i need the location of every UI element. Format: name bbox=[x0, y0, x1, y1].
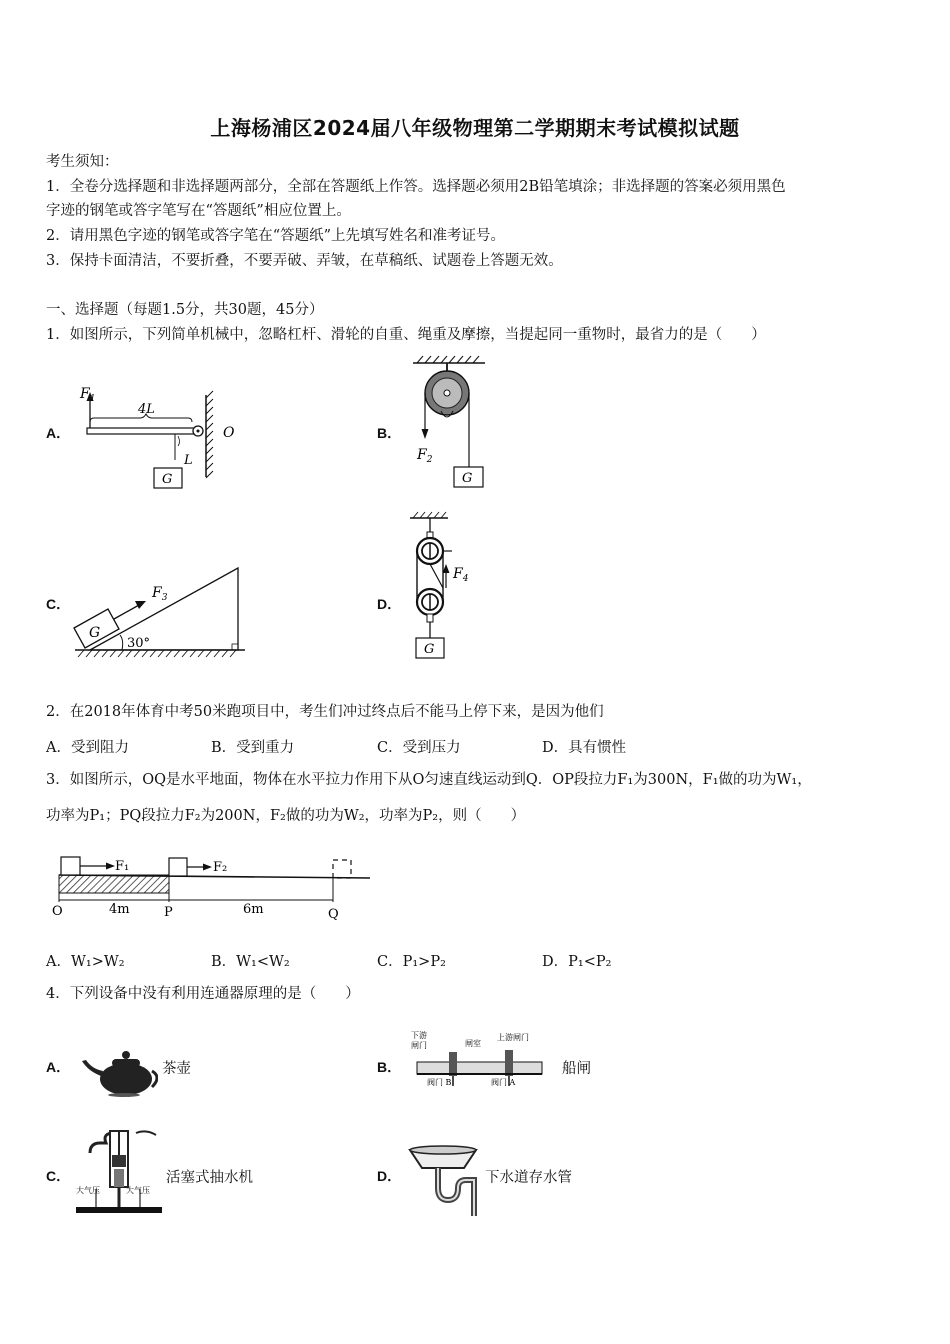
q4-option-a-label: A． bbox=[46, 1059, 71, 1075]
fig-d-weight-label: G bbox=[424, 642, 435, 657]
q4-option-d-label: D． bbox=[377, 1168, 402, 1184]
piston-pump-figure bbox=[76, 1125, 162, 1217]
fig-d-force-label: $F_4$ bbox=[453, 566, 469, 584]
q2-option-b: B．受到重力 bbox=[211, 740, 295, 756]
q4-option-b: 船闸 bbox=[562, 1061, 591, 1077]
ship-lock-valve-b-label: 阀门 B bbox=[427, 1078, 452, 1087]
q3-fig-q-label: Q bbox=[328, 907, 339, 922]
q3-fig-pq-label: 6m bbox=[243, 902, 264, 917]
q3-option-d: D．P₁<P₂ bbox=[542, 954, 612, 970]
atm-pressure-right-label: 大气压 bbox=[126, 1186, 150, 1195]
fig-b-force-label: $F_2$ bbox=[417, 447, 433, 465]
fig-a-pivot-label: O bbox=[223, 425, 235, 441]
q4-option-a: 茶壶 bbox=[162, 1061, 191, 1077]
q3-option-c: C．P₁>P₂ bbox=[377, 954, 446, 970]
q2-option-c: C．受到压力 bbox=[377, 740, 461, 756]
ship-lock-valve-a-label: 阀门 A bbox=[491, 1078, 516, 1087]
fig-a-long-arm-label: 4L bbox=[138, 402, 155, 417]
q4-option-d: 下水道存水管 bbox=[485, 1170, 572, 1186]
q1-fig-lever bbox=[70, 380, 245, 492]
q3-stem-line-1: 3．如图所示，OQ是水平地面，物体在水平拉力作用下从O匀速直线运动到Q．OP段拉力F₁为300N，F₁做的功为W₁， bbox=[46, 772, 812, 788]
q3-fig-p-label: P bbox=[164, 905, 173, 920]
q3-fig-f1-label: F₁ bbox=[115, 859, 130, 874]
q4-stem: 4．下列设备中没有利用连通器原理的是（ ） bbox=[46, 986, 360, 1002]
notice-item-2: 2．请用黑色字迹的钢笔或答字笔在“答题纸”上先填写姓名和准考证号。 bbox=[46, 228, 506, 244]
q1-option-d-label: D． bbox=[377, 596, 402, 612]
ship-lock-figure bbox=[405, 1028, 550, 1093]
notice-item-1-cont: 字迹的钢笔或答字笔写在“答题纸”相应位置上。 bbox=[46, 203, 351, 219]
fig-c-weight-label: G bbox=[89, 625, 101, 641]
q4-option-c: 活塞式抽水机 bbox=[166, 1170, 253, 1186]
notice-item-1: 1．全卷分选择题和非选择题两部分，全部在答题纸上作答。选择题必须用2B铅笔填涂；非选择题的答案必须用黑色 bbox=[46, 179, 786, 195]
q4-option-b-label: B． bbox=[377, 1059, 402, 1075]
sink-trap-figure bbox=[406, 1140, 481, 1218]
fig-c-angle-label: 30° bbox=[127, 636, 151, 651]
fig-a-weight-label: G bbox=[162, 472, 173, 487]
ship-lock-up-gate-label: 上游闸门 bbox=[497, 1033, 529, 1042]
q3-option-b: B．W₁<W₂ bbox=[211, 954, 290, 970]
q3-stem-line-2: 功率为P₁；PQ段拉力F₂为200N，F₂做的功为W₂，功率为P₂，则（ ） bbox=[46, 808, 526, 824]
q3-fig-op-label: 4m bbox=[109, 902, 130, 917]
section-heading: 一、选择题（每题1.5分，共30题，45分） bbox=[46, 302, 324, 318]
fig-c-force-label: $F_3$ bbox=[152, 585, 168, 603]
q3-fig-ground bbox=[45, 850, 375, 925]
q2-option-a: A．受到阻力 bbox=[46, 740, 129, 756]
q3-option-a: A．W₁>W₂ bbox=[46, 954, 125, 970]
q1-stem: 1．如图所示，下列简单机械中，忽略杠杆、滑轮的自重、绳重及摩擦，当提起同一重物时，最省力的是（ ） bbox=[46, 327, 766, 343]
ship-lock-chamber-label: 闸室 bbox=[465, 1039, 481, 1048]
fig-b-weight-label: G bbox=[462, 471, 473, 486]
fig-a-short-arm-label: L bbox=[184, 453, 193, 468]
teapot-icon bbox=[76, 1043, 158, 1098]
atm-pressure-left-label: 大气压 bbox=[76, 1186, 100, 1195]
q2-stem: 2．在2018年体育中考50米跑项目中，考生们冲过终点后不能马上停下来，是因为他们 bbox=[46, 704, 604, 720]
q4-option-c-label: C． bbox=[46, 1168, 71, 1184]
ship-lock-down-gate-label: 闸门 bbox=[411, 1041, 427, 1050]
q3-fig-f2-label: F₂ bbox=[213, 860, 228, 875]
q1-option-a-label: A． bbox=[46, 425, 71, 441]
ship-lock-down-label: 下游 bbox=[411, 1031, 427, 1040]
q3-fig-o-label: O bbox=[52, 904, 63, 919]
fig-a-force-label: $F_1$ bbox=[80, 386, 96, 404]
notice-heading: 考生须知： bbox=[46, 154, 119, 170]
q1-fig-fixed-pulley bbox=[405, 355, 505, 490]
q1-fig-incline bbox=[70, 560, 250, 665]
q1-option-c-label: C． bbox=[46, 596, 71, 612]
q1-fig-pulley-block bbox=[400, 510, 490, 665]
q2-option-d: D．具有惯性 bbox=[542, 740, 627, 756]
page-title: 上海杨浦区2024届八年级物理第二学期期末考试模拟试题 bbox=[210, 116, 740, 140]
notice-item-3: 3．保持卡面清洁，不要折叠，不要弄破、弄皱，在草稿纸、试题卷上答题无效。 bbox=[46, 253, 563, 269]
q1-option-b-label: B． bbox=[377, 425, 402, 441]
